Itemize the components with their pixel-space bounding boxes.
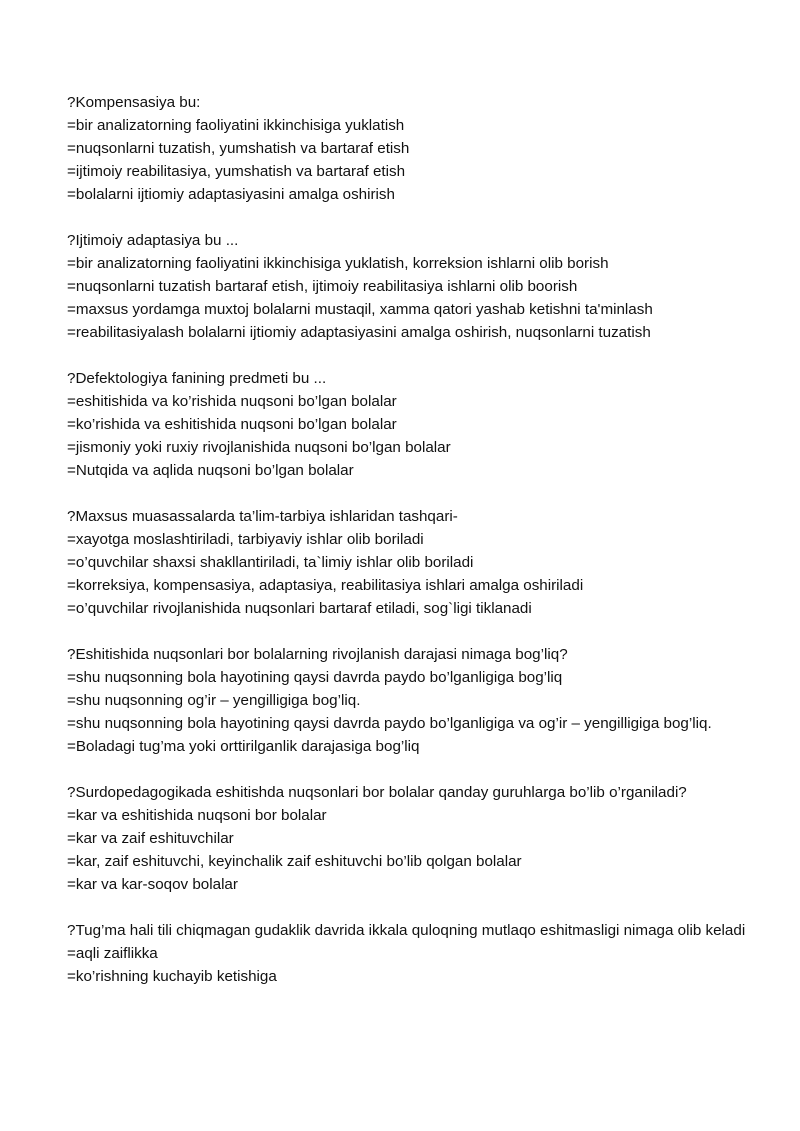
answer-option: =Boladagi tug’ma yoki orttirilganlik darajasiga bog’liq: [67, 738, 420, 755]
question-block: [67, 367, 747, 482]
question-text: ?Tug’ma hali tili chiqmagan gudaklik davrida ikkala quloqning mutlaqo eshitmasligi nimaga olib keladi: [67, 922, 746, 939]
answer-option: =o’quvchilar rivojlanishida nuqsonlari bartaraf etiladi, sog`ligi tiklanadi: [67, 600, 532, 617]
answer-option: =shu nuqsonning bola hayotining qaysi davrda paydo bo’lganligiga bog’liq: [67, 669, 563, 686]
question-block: [67, 919, 747, 988]
answer-option: =maxsus yordamga muxtoj bolalarni mustaqil, xamma qatori yashab ketishni ta'minlash: [67, 301, 653, 318]
answer-option: =eshitishida va ko’rishida nuqsoni bo’lgan bolalar: [67, 393, 397, 410]
answer-option: =shu nuqsonning bola hayotining qaysi davrda paydo bo’lganligiga va og’ir – yengilligiga bog’liq.: [67, 715, 712, 732]
answer-option: =o’quvchilar shaxsi shakllantiriladi, ta`limiy ishlar olib boriladi: [67, 554, 474, 571]
question-block: [67, 91, 747, 206]
answer-option: =aqli zaiflikka: [67, 945, 158, 962]
question-block: [67, 781, 747, 896]
answer-option: =nuqsonlarni tuzatish, yumshatish va bartaraf etish: [67, 140, 410, 157]
answer-option: =kar va kar-soqov bolalar: [67, 876, 238, 893]
answer-option: =kar va zaif eshituvchilar: [67, 830, 234, 847]
question-text: ?Surdopedagogikada eshitishda nuqsonlari bor bolalar qanday guruhlarga bo’lib o’rganiladi?: [67, 784, 687, 801]
answer-option: =kar, zaif eshituvchi, keyinchalik zaif eshituvchi bo’lib qolgan bolalar: [67, 853, 522, 870]
question-block: [67, 643, 747, 758]
question-text: ?Maxsus muasassalarda ta’lim-tarbiya ishlaridan tashqari-: [67, 508, 458, 525]
answer-option: =ko’rishning kuchayib ketishiga: [67, 968, 277, 985]
answer-option: =nuqsonlarni tuzatish bartaraf etish, ijtimoiy reabilitasiya ishlarni olib boorish: [67, 278, 578, 295]
answer-option: =ijtimoiy reabilitasiya, yumshatish va bartaraf etish: [67, 163, 406, 180]
answer-option: =korreksiya, kompensasiya, adaptasiya, reabilitasiya ishlari amalga oshiriladi: [67, 577, 584, 594]
question-block: [67, 229, 747, 344]
answer-option: =shu nuqsonning og’ir – yengilligiga bog’liq.: [67, 692, 361, 709]
answer-option: =ko’rishida va eshitishida nuqsoni bo’lgan bolalar: [67, 416, 397, 433]
question-block: [67, 505, 747, 620]
answer-option: =kar va eshitishida nuqsoni bor bolalar: [67, 807, 327, 824]
answer-option: =bir analizatorning faoliyatini ikkinchisiga yuklatish, korreksion ishlarni olib borish: [67, 255, 609, 272]
answer-option: =bir analizatorning faoliyatini ikkinchisiga yuklatish: [67, 117, 405, 134]
answer-option: =jismoniy yoki ruxiy rivojlanishida nuqsoni bo’lgan bolalar: [67, 439, 451, 456]
question-text: ?Ijtimoiy adaptasiya bu ...: [67, 232, 239, 249]
question-text: ?Kompensasiya bu:: [67, 94, 201, 111]
answer-option: =reabilitasiyalash bolalarni ijtiomiy adaptasiyasini amalga oshirish, nuqsonlarni tuzatish: [67, 324, 651, 341]
answer-option: =xayotga moslashtiriladi, tarbiyaviy ishlar olib boriladi: [67, 531, 424, 548]
question-text: ?Defektologiya fanining predmeti bu ...: [67, 370, 327, 387]
answer-option: =Nutqida va aqlida nuqsoni bo’lgan bolalar: [67, 462, 354, 479]
question-text: ?Eshitishida nuqsonlari bor bolalarning rivojlanish darajasi nimaga bog’liq?: [67, 646, 568, 663]
document-content: [67, 91, 747, 1011]
answer-option: =bolalarni ijtiomiy adaptasiyasini amalga oshirish: [67, 186, 395, 203]
